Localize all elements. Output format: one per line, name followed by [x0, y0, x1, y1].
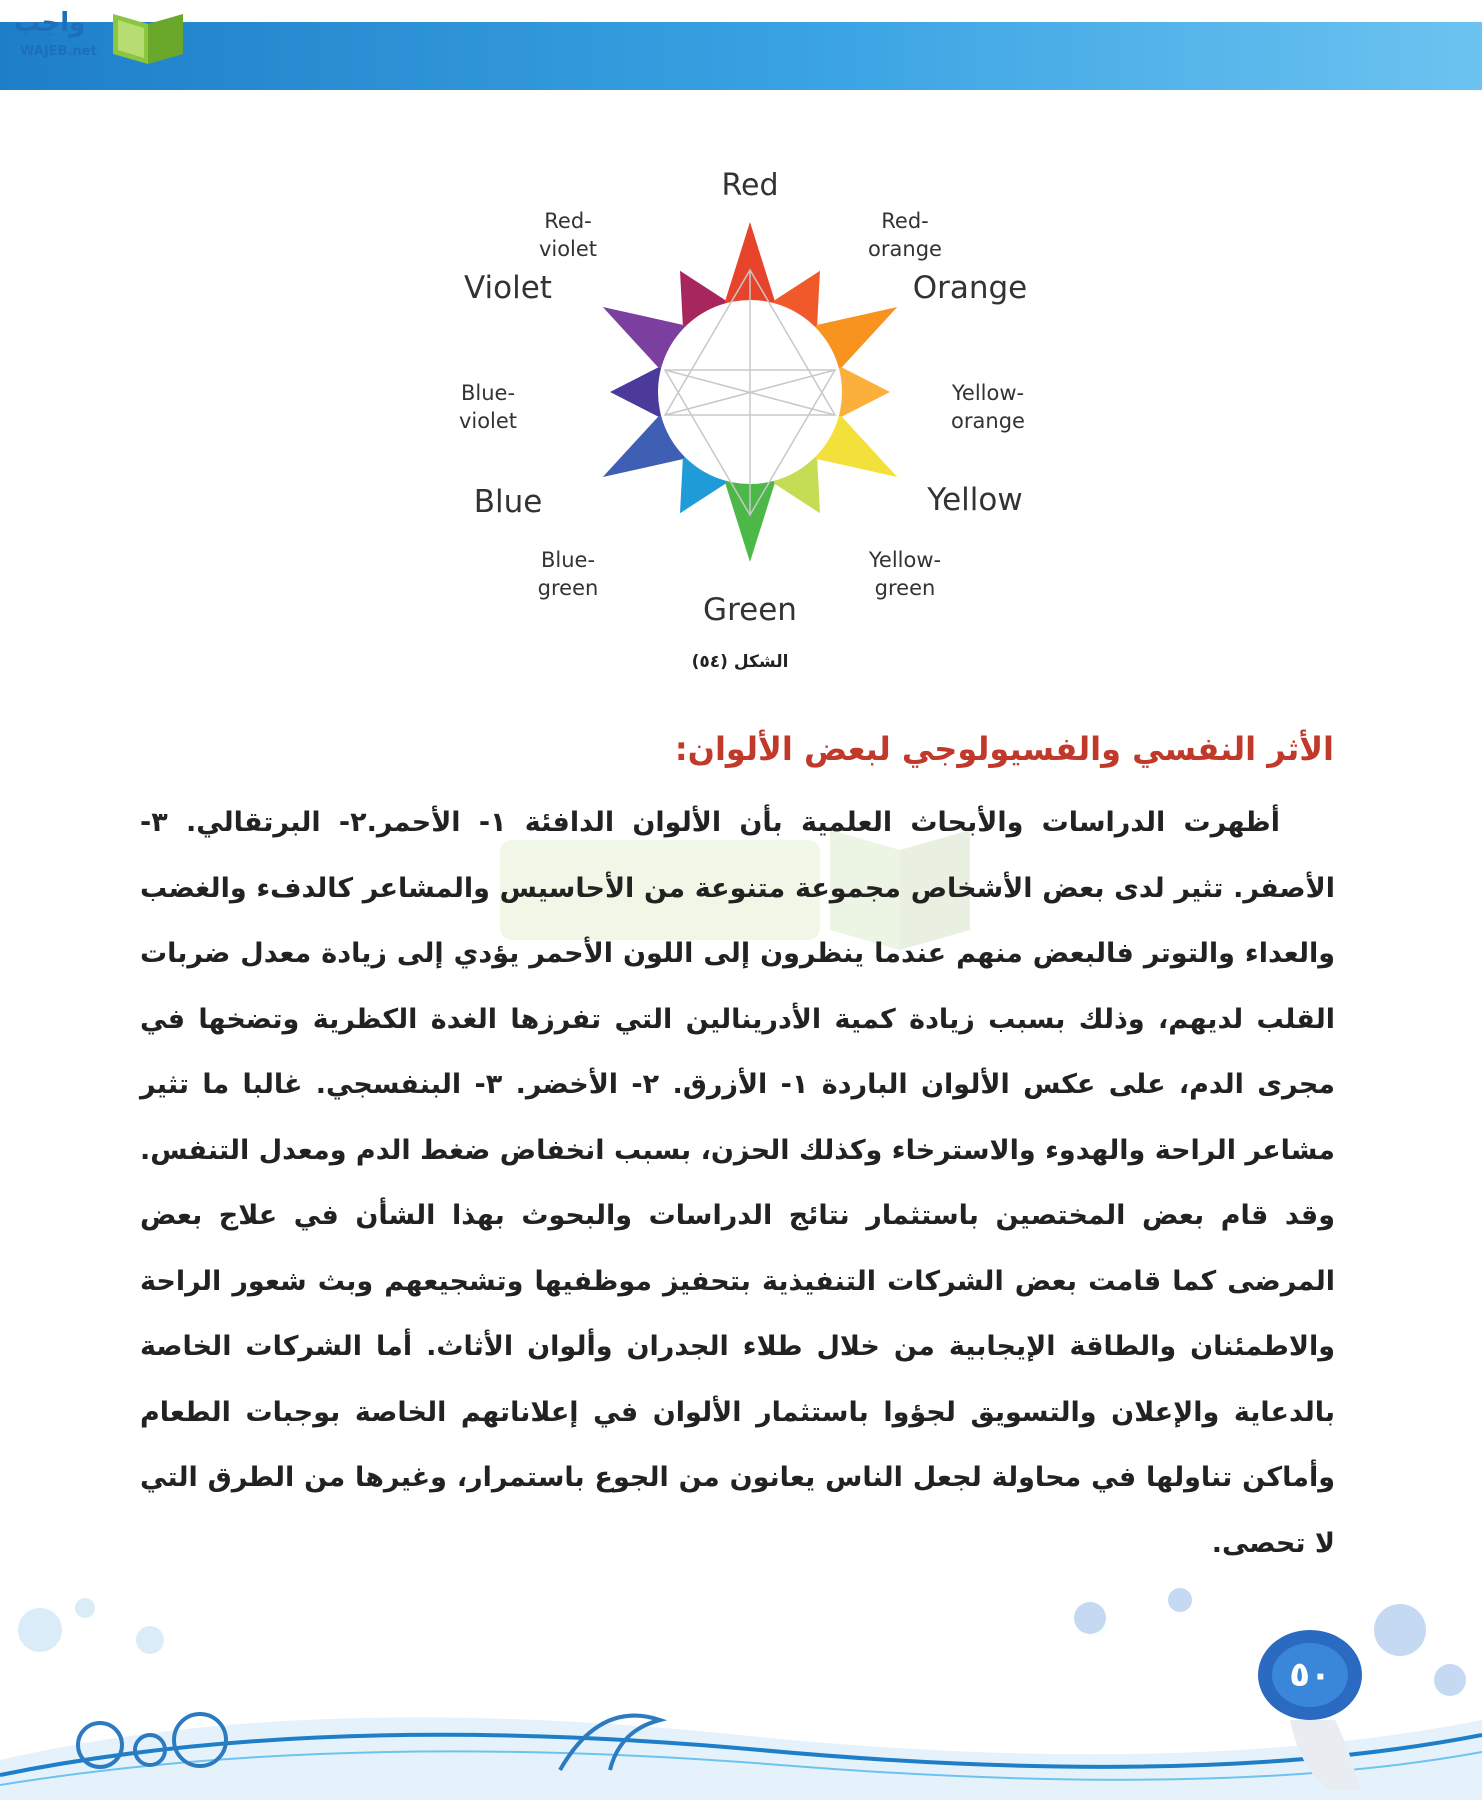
label-yellow-orange-2: orange [951, 409, 1025, 433]
label-red-violet-2: violet [538, 237, 598, 261]
label-violet: Violet [464, 270, 552, 306]
label-yellow-green-2: green [874, 576, 936, 600]
logo-latin-text: WAJEB.net [20, 44, 97, 59]
label-blue-green-1: Blue- [540, 548, 596, 572]
section-body [140, 790, 1335, 1576]
label-blue-violet-2: violet [458, 409, 518, 433]
label-red-orange-1: Red- [881, 209, 929, 233]
color-wheel-figure [450, 160, 1050, 650]
label-red: Red [721, 168, 779, 203]
label-red-violet-1: Red- [544, 209, 592, 233]
label-red-orange-2: orange [868, 237, 942, 261]
label-yellow-green-1: Yellow- [868, 548, 942, 572]
footer-decoration [0, 1570, 1482, 1800]
label-yellow-orange-1: Yellow- [951, 381, 1025, 405]
label-green: Green [703, 592, 797, 628]
body-paragraph: أظهرت الدراسات والأبحاث العلمية بأن الألوان الدافئة ١- الأحمر.٢- البرتقالي. ٣- الأصفر. تثير لدى بعض الأشخاص مجموعة متنوعة من الأحاسيس والمشاعر كالدفء والغضب والعداء والتوتر فالبعض منهم عندما ينظرون إلى اللون الأحمر يؤدي إلى زيادة معدل ضربات القلب لديهم، وذلك بسبب زيادة كمية الأدرينالين التي تفرزها الغدة الكظرية وتضخها في مجرى الدم، على عكس الألوان الباردة ١- الأزرق. ٢- الأخضر. ٣- البنفسجي. غالبا ما تثير مشاعر الراحة والهدوء والاسترخاء وكذلك الحزن، بسبب انخفاض ضغط الدم ومعدل التنفس. وقد قام بعض المختصين باستثمار نتائج الدراسات والبحوث بهذا الشأن في علاج بعض المرضى كما قامت بعض الشركات التنفيذية بتحفيز موظفيها وتشجيعهم وبث شعور الراحة والاطمئنان والطاقة الإيجابية من خلال طلاء الجدران وألوان الأثاث. أما الشركات الخاصة بالدعاية والإعلان والتسويق لجؤوا باستثمار الألوان في إعلاناتهم الخاصة بوجبات الطعام وأماكن تناولها في محاولة لجعل الناس يعانون من الجوع باستمرار، وغيرها من الطرق التي لا تحصى. [140, 807, 1335, 1559]
header-bar [0, 22, 1482, 90]
logo-arabic-text: واجب [14, 8, 86, 38]
label-blue: Blue [473, 484, 543, 520]
label-blue-violet-1: Blue- [460, 381, 516, 405]
site-logo[interactable] [8, 6, 188, 68]
label-yellow: Yellow [927, 482, 1023, 518]
label-blue-green-2: green [537, 576, 599, 600]
figure-caption: الشكل (٥٤) [691, 652, 789, 672]
section-heading: الأثر النفسي والفسيولوجي لبعض الألوان: [674, 730, 1334, 768]
page-number: ٥٠ [1289, 1655, 1331, 1695]
label-orange: Orange [912, 270, 1028, 306]
